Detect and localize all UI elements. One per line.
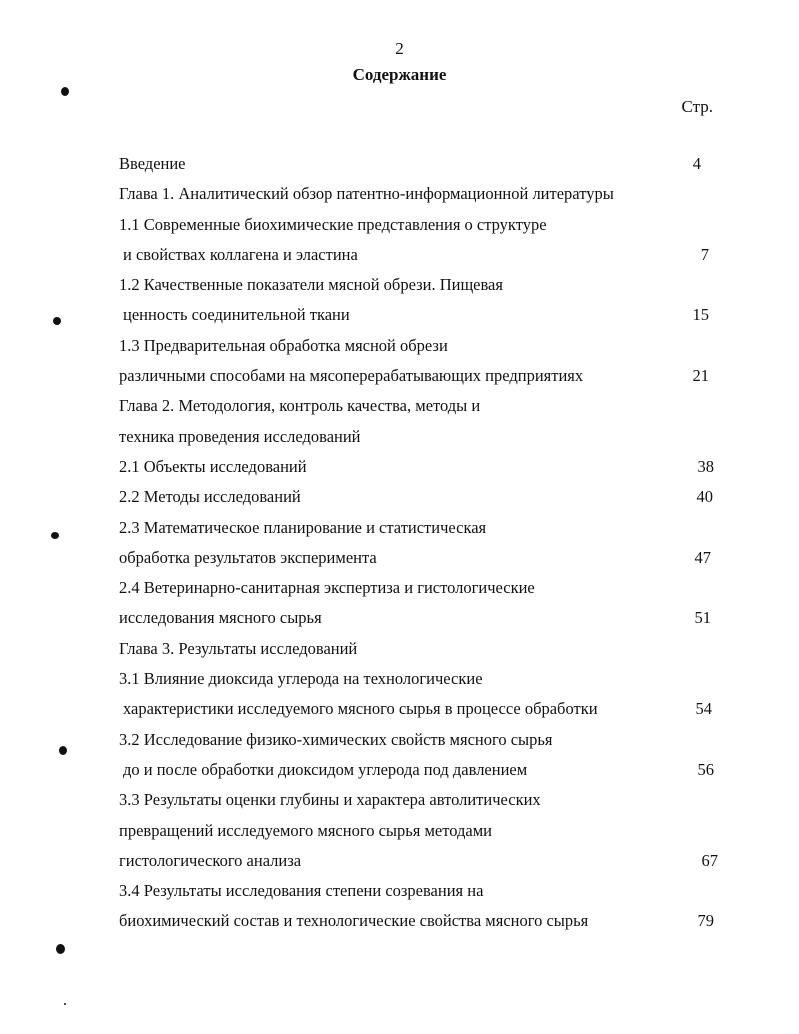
toc-entry-text: различными способами на мясоперерабатывающих предприятиях	[119, 366, 584, 386]
toc-entry-page: 56	[697, 759, 714, 779]
scan-speck	[64, 1003, 66, 1005]
toc-entry-text: 3.1 Влияние диоксида углерода на технологические	[119, 669, 483, 689]
toc-line	[119, 513, 719, 543]
toc-line	[119, 694, 719, 724]
toc-line	[119, 906, 719, 936]
page-title: Содержание	[352, 65, 447, 84]
toc-entry-page: 4	[692, 154, 701, 173]
toc-entry-page: 47	[694, 547, 711, 567]
toc-entry-page: 51	[694, 608, 711, 628]
toc-entry-text: превращений исследуемого мясного сырья методами	[119, 820, 492, 840]
toc-entry-text: и свойствах коллагена и эластина	[123, 244, 358, 264]
toc-line	[119, 361, 719, 391]
toc-entry-text: 2.3 Математическое планирование и статистическая	[119, 517, 487, 537]
toc-entry-page: 7	[700, 244, 709, 264]
toc-entry-page: 54	[695, 699, 712, 719]
toc-entry-text: до и после обработки диоксидом углерода под давлением	[123, 759, 528, 779]
toc-entry-page: 40	[696, 487, 713, 507]
toc-entry-text: обработка результатов эксперимента	[119, 547, 377, 567]
scan-hole-mark	[61, 87, 69, 96]
scan-hole-mark	[56, 944, 65, 954]
toc-entry-page: 15	[692, 305, 709, 325]
table-of-contents	[119, 149, 719, 937]
toc-entry-text: 2.4 Ветеринарно-санитарная экспертиза и гистологические	[119, 578, 535, 598]
toc-line	[119, 634, 719, 664]
toc-entry-page: 79	[697, 911, 714, 931]
toc-entry-page: 21	[692, 366, 709, 386]
toc-entry-text: 1.3 Предварительная обработка мясной обрези	[119, 335, 448, 355]
toc-entry-text: техника проведения исследований	[119, 426, 361, 446]
toc-entry-text: исследования мясного сырья	[119, 608, 322, 628]
toc-entry-text: Глава 2. Методология, контроль качества, методы и	[119, 396, 481, 416]
toc-entry-text: 3.2 Исследование физико-химических свойств мясного сырья	[119, 729, 553, 749]
toc-entry-text: 1.2 Качественные показатели мясной обрези. Пищевая	[119, 275, 503, 295]
toc-entry-text: Введение	[119, 154, 186, 173]
toc-entry-text: характеристики исследуемого мясного сырья в процессе обработки	[123, 699, 598, 719]
toc-line	[119, 755, 719, 785]
toc-line	[119, 422, 719, 452]
toc-line	[119, 664, 719, 694]
toc-line	[119, 331, 719, 361]
toc-entry-text: 2.2 Методы исследований	[119, 487, 301, 507]
toc-line	[119, 452, 719, 482]
toc-line	[119, 785, 719, 815]
toc-entry-text: 3.4 Результаты исследования степени созревания на	[119, 881, 484, 901]
page-column-label: Стр.	[681, 97, 713, 116]
toc-line	[119, 482, 719, 512]
toc-line	[119, 300, 719, 330]
scan-hole-mark	[51, 532, 59, 539]
toc-line	[119, 240, 719, 270]
toc-entry-page: 67	[701, 850, 718, 870]
toc-line	[119, 876, 719, 906]
toc-line	[119, 603, 719, 633]
toc-entry-text: 3.3 Результаты оценки глубины и характера автолитических	[119, 790, 541, 810]
toc-entry-text: 2.1 Объекты исследований	[119, 456, 307, 476]
toc-line	[119, 270, 719, 300]
toc-line	[119, 391, 719, 421]
toc-entry-text: биохимический состав и технологические свойства мясного сырья	[119, 911, 589, 931]
toc-line	[119, 725, 719, 755]
toc-line	[119, 210, 719, 240]
toc-entry-text: Глава 3. Результаты исследований	[119, 638, 358, 658]
toc-entry-text: 1.1 Современные биохимические представления о структуре	[119, 214, 547, 234]
toc-entry-text: гистологического анализа	[119, 850, 302, 870]
toc-entry-text: ценность соединительной ткани	[123, 305, 350, 325]
toc-line	[119, 846, 719, 876]
toc-entry-page: 38	[697, 456, 714, 476]
toc-line	[119, 816, 719, 846]
toc-line	[119, 149, 719, 179]
toc-line	[119, 179, 719, 209]
page-number: 2	[395, 39, 404, 58]
scan-hole-mark	[59, 746, 67, 755]
scan-hole-mark	[53, 317, 61, 325]
toc-line	[119, 573, 719, 603]
toc-line	[119, 543, 719, 573]
toc-entry-text: Глава 1. Аналитический обзор патентно-информационной литературы	[119, 184, 614, 204]
